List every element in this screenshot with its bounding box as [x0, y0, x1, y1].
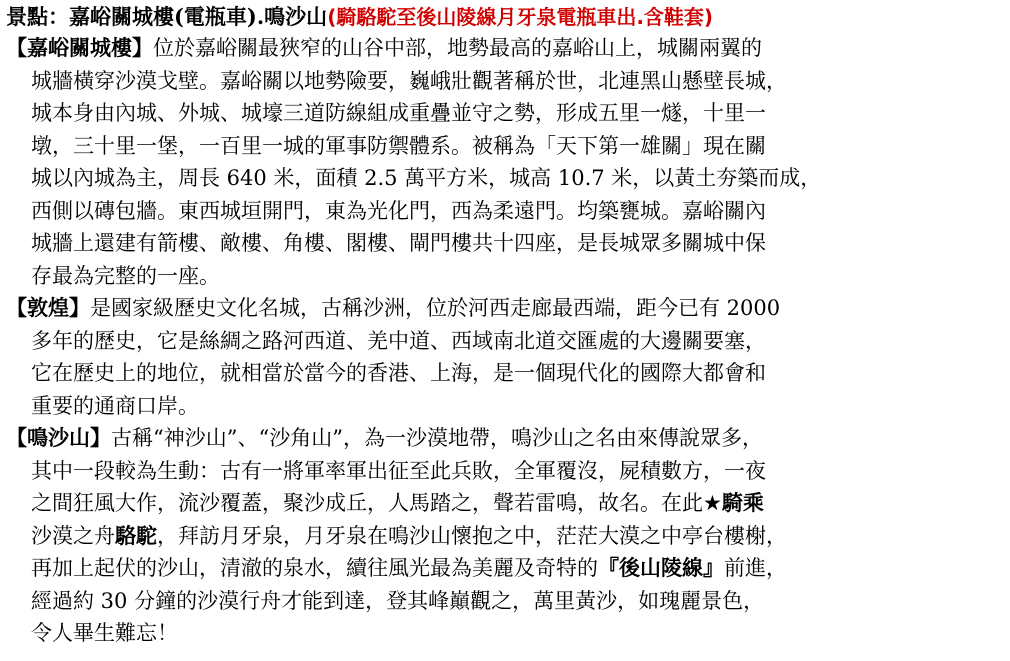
paragraph-line: [6, 552, 1004, 585]
paragraph-line: 西側以磚包牆。東西城垣開門，東為光化門，西為柔遠門。均築甕城。嘉峪關內: [31, 198, 766, 223]
attractions-title: [6, 2, 1004, 32]
title-main: 景點：嘉峪關城樓(電瓶車).鳴沙山: [6, 4, 328, 29]
paragraph-line: 城以內城為主，周長 640 米，面積 2.5 萬平方米，城高 10.7 米，以黃土夯築而成，: [31, 166, 822, 190]
section-mingsha-mountain: [6, 422, 1004, 650]
paragraph-line: 多年的歷史，它是絲綢之路河西道、羌中道、西域南北道交匯處的大邊關要塞，: [31, 328, 766, 353]
paragraph-text: ，拜訪月牙泉，月牙泉在鳴沙山懷抱之中，茫茫大漠之中亭台樓榭，: [157, 523, 787, 548]
paragraph-line: 其中一段較為生動：古有一將軍率軍出征至此兵敗，全軍覆沒，屍積數方，一夜: [31, 458, 766, 483]
paragraph-line: 墩，三十里一堡，一百里一城的軍事防禦體系。被稱為「天下第一雄關」現在關: [31, 133, 766, 158]
paragraph-text: 沙漠之舟: [31, 523, 115, 548]
paragraph-line: 城牆上還建有箭樓、敵樓、角樓、閣樓、閘門樓共十四座，是長城眾多關城中保: [31, 231, 766, 255]
section-heading: 【敦煌】: [6, 296, 90, 320]
highlight-ridge-route: 『後山陵線』: [598, 556, 724, 580]
section-heading: 【鳴沙山】: [6, 426, 111, 450]
paragraph-line: 經過約 30 分鐘的沙漠行舟才能到達，登其峰巔觀之，萬里黃沙，如瑰麗景色，: [31, 588, 765, 613]
paragraph-line: 古稱“神沙山”、“沙角山”，為一沙漠地帶，鳴沙山之名由來傳說眾多，: [111, 426, 763, 450]
paragraph-line: 城本身由內城、外城、城壕三道防線組成重疊並守之勢，形成五里一燧，十里一: [31, 101, 766, 125]
section-heading: 【嘉峪關城樓】: [6, 36, 153, 60]
paragraph-text: 前進，: [724, 556, 787, 580]
highlight-camel: 駱駝: [115, 523, 157, 548]
paragraph-line: [6, 520, 1004, 553]
paragraph-line: 存最為完整的一座。: [31, 263, 220, 288]
paragraph-line: 它在歷史上的地位，就相當於當今的香港、上海，是一個現代化的國際大都會和: [31, 361, 766, 385]
paragraph-line: 是國家級歷史文化名城，古稱沙洲，位於河西走廊最西端，距今已有 2000: [90, 296, 781, 320]
paragraph-line: 令人畢生難忘！: [31, 621, 178, 645]
paragraph-text: 再加上起伏的沙山，清澈的泉水，續往風光最為美麗及奇特的: [31, 556, 598, 580]
paragraph-line: 城牆橫穿沙漠戈壁。嘉峪關以地勢險要，巍峨壯觀著稱於世，北連黑山懸壁長城，: [31, 68, 787, 93]
paragraph-line: 重要的通商口岸。: [31, 393, 199, 418]
section-jiayuguan: [6, 32, 1004, 292]
paragraph-line: 位於嘉峪關最狹窄的山谷中部，地勢最高的嘉峪山上，城關兩翼的: [153, 36, 762, 60]
title-note: (騎駱駝至後山陵線月牙泉電瓶車出.含鞋套): [327, 5, 714, 29]
paragraph-text: 之間狂風大作，流沙覆蓋，聚沙成丘，人馬踏之，聲若雷鳴，故名。在此: [31, 491, 703, 515]
section-dunhuang: [6, 292, 1004, 422]
star-icon: ★: [703, 491, 722, 515]
paragraph-line: [6, 487, 1004, 520]
highlight-text: 騎乘: [721, 491, 764, 515]
